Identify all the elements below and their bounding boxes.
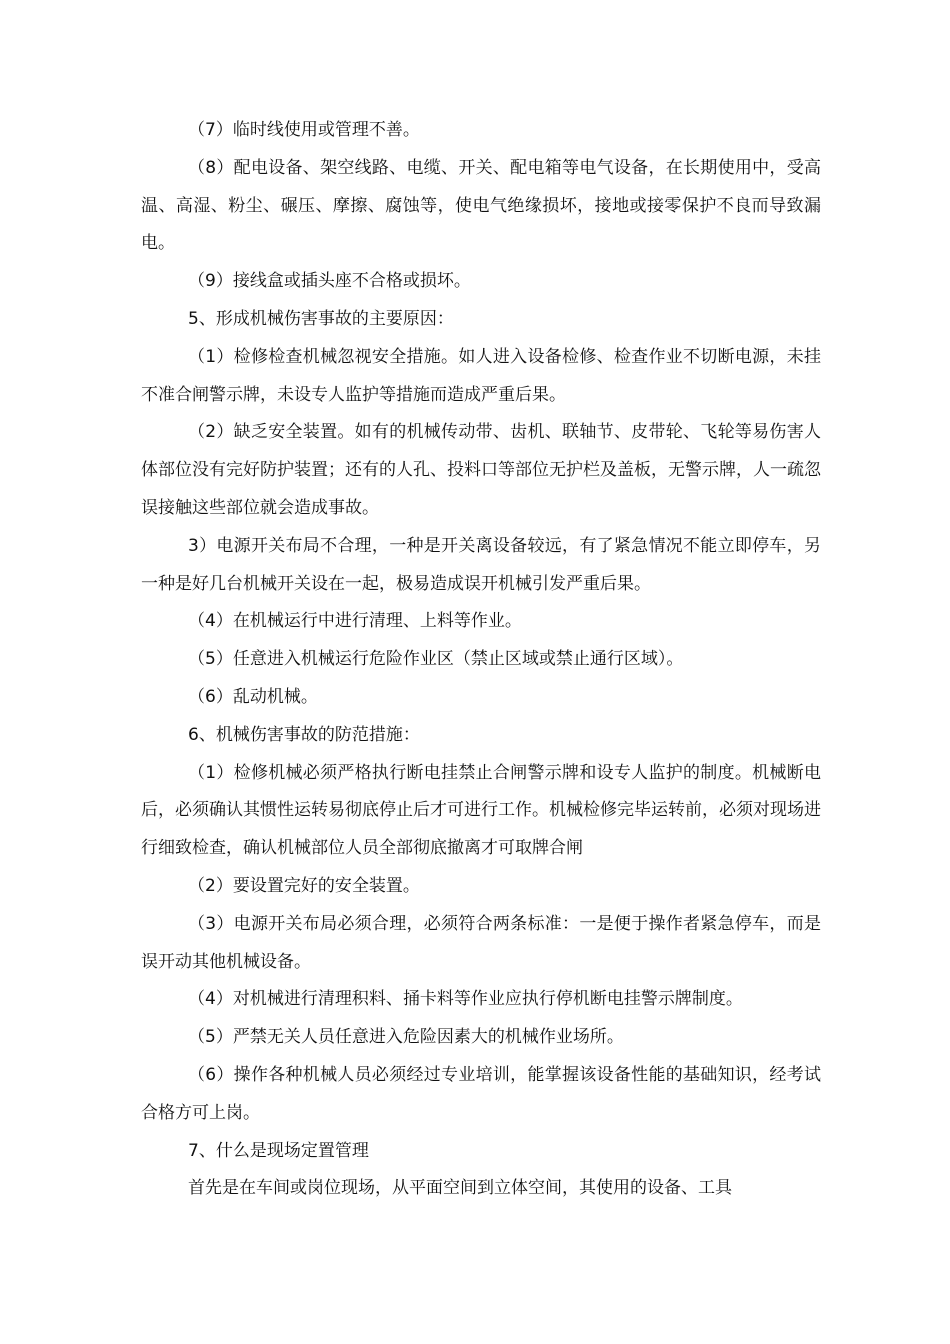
paragraph-safety-devices: （2）要设置完好的安全装置。 [188,875,420,896]
section-heading-prevention-measures: 6、机械伤害事故的防范措施： [188,724,420,745]
paragraph-cleaning-procedure: （4）对机械进行清理积料、捅卡料等作业应执行停机断电挂警示牌制度。 [188,989,743,1010]
paragraph-tampering: （6）乱动机械。 [188,686,318,707]
paragraph-switch-layout: 3）电源开关布局不合理，一种是开关离设备较远，有了紧急情况不能立即停车，另一种是好几台机械开关设在一起，极易造成误开机械引发严重后果。 [141,535,821,594]
section-heading-mechanical-injury-causes: 5、形成机械伤害事故的主要原因： [188,308,454,329]
paragraph-switch-layout-standards: （3）电源开关布局必须合理，必须符合两条标准：一是便于操作者紧急停车，而是误开动其他机械设备。 [141,913,821,972]
paragraph-missing-safety-devices: （2）缺乏安全装置。如有的机械传动带、齿机、联轴节、皮带轮、飞轮等易伤害人体部位没有完好防护装置；还有的人孔、投料口等部位无护栏及盖板，无警示牌，人一疏忽误接触这些部位就会造成事故。 [141,422,821,518]
paragraph-junction-box: （9）接线盒或插头座不合格或损坏。 [188,271,471,292]
paragraph-cleaning-while-running: （4）在机械运行中进行清理、上料等作业。 [188,611,522,632]
paragraph-site-management-intro: 首先是在车间或岗位现场，从平面空间到立体空间，其使用的设备、工具 [188,1178,732,1199]
paragraph-lockout-procedure: （1）检修机械必须严格执行断电挂禁止合闸警示牌和设专人监护的制度。机械断电后，必须确认其惯性运转易彻底停止后才可进行工作。机械检修完毕运转前，必须对现场进行细致检查，确认机械部位人员全部彻底撤离才可取牌合闸 [141,762,821,859]
paragraph-operator-training: （6）操作各种机械人员必须经过专业培训，能掌握该设备性能的基础知识，经考试合格方可上岗。 [141,1064,821,1123]
paragraph-maintenance-neglect: （1）检修检查机械忽视安全措施。如人进入设备检修、检查作业不切断电源，未挂不准合闸警示牌，未设专人监护等措施而造成严重后果。 [141,346,821,405]
paragraph-entering-danger-zone: （5）任意进入机械运行危险作业区（禁止区域或禁止通行区域）。 [188,649,684,670]
paragraph-temporary-line: （7）临时线使用或管理不善。 [188,120,420,140]
section-heading-site-management: 7、什么是现场定置管理 [188,1140,369,1161]
paragraph-restricted-access: （5）严禁无关人员任意进入危险因素大的机械作业场所。 [188,1027,624,1048]
paragraph-electrical-insulation: （8）配电设备、架空线路、电缆、开关、配电箱等电气设备，在长期使用中，受高温、高湿、粉尘、碾压、摩擦、腐蚀等，使电气绝缘损坏，接地或接零保护不良而导致漏电。 [141,157,821,254]
document-body [141,112,821,1208]
